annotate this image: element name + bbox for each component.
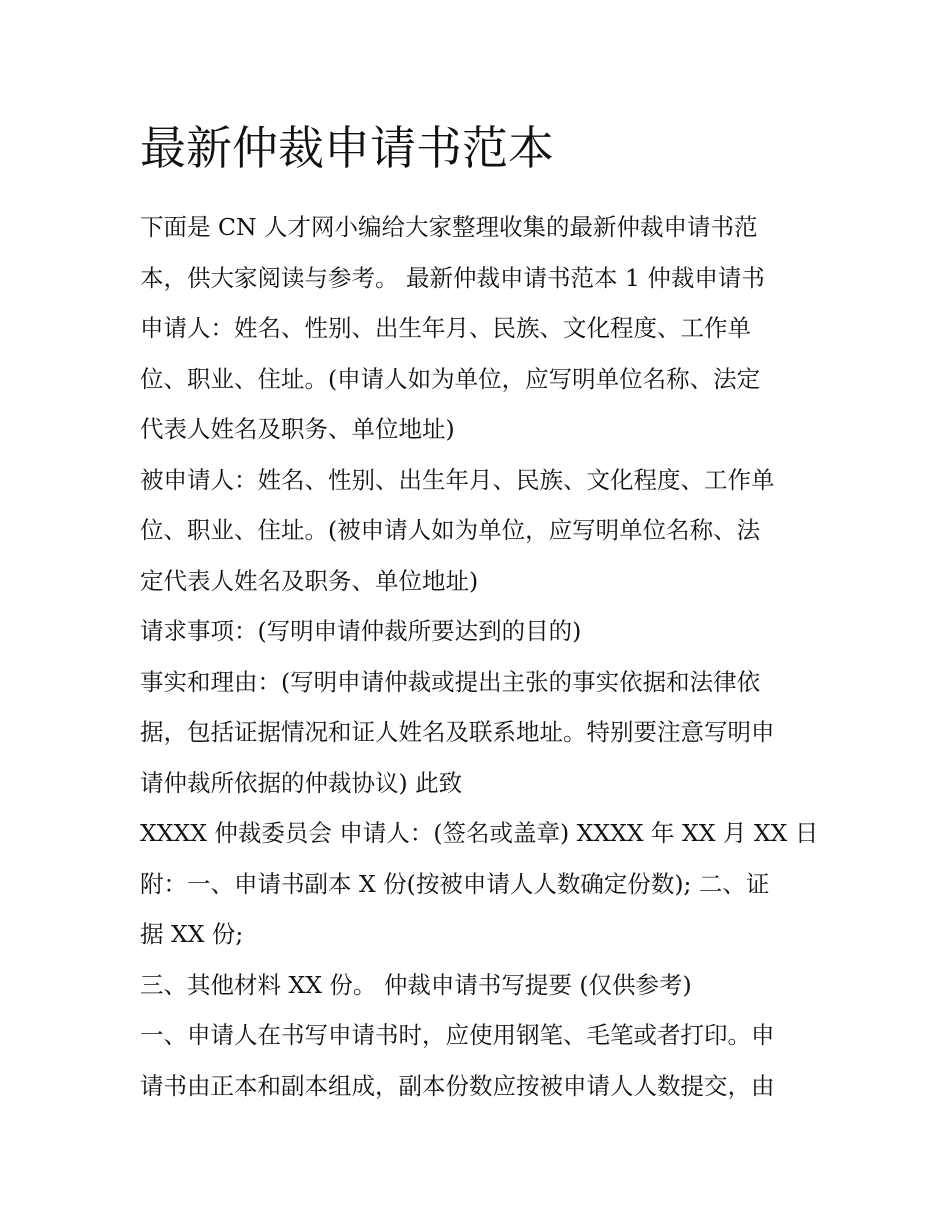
text-line: 申请人：姓名、性别、出生年月、民族、文化程度、工作单	[140, 314, 751, 342]
text-line: 事实和理由：(写明申请仲裁或提出主张的事实依据和法律依	[140, 667, 761, 696]
text-line: 附：一、申请书副本 X 份(按被申请人人数确定份数); 二、证	[140, 869, 770, 898]
text-line: 被申请人：姓名、性别、出生年月、民族、文化程度、工作单	[140, 465, 775, 494]
text-line: 代表人姓名及职务、单位地址)	[140, 415, 455, 443]
text-line: XXXX 仲裁委员会 申请人：(签名或盖章) XXXX 年 XX 月 XX 日	[140, 819, 819, 847]
text-line: 下面是 CN 人才网小编给大家整理收集的最新仲裁申请书范	[140, 213, 758, 241]
text-line: 请求事项：(写明申请仲裁所要达到的目的)	[140, 617, 582, 645]
text-line: 据，包括证据情况和证人姓名及联系地址。特别要注意写明申	[140, 718, 775, 746]
text-line: 定代表人姓名及职务、单位地址)	[140, 566, 479, 595]
text-line: 本，供大家阅读与参考。 最新仲裁申请书范本 1 仲裁申请书	[140, 263, 765, 292]
text-line: 位、职业、住址。(被申请人如为单位，应写明单位名称、法	[140, 516, 761, 544]
text-line: 据 XX 份;	[140, 920, 244, 948]
text-line: 一、申请人在书写申请书时，应使用钢笔、毛笔或者打印。申	[140, 1021, 775, 1049]
text-line: 请书由正本和副本组成，副本份数应按被申请人人数提交，由	[140, 1071, 775, 1100]
text-line: 请仲裁所依据的仲裁协议) 此致	[140, 768, 463, 797]
document-text	[140, 202, 819, 1111]
document-body	[140, 118, 819, 1111]
text-line: 三、其他材料 XX 份。 仲裁申请书写提要 (仅供参考)	[140, 970, 692, 999]
document-title: 最新仲裁申请书范本	[140, 121, 554, 175]
text-line: 位、职业、住址。(申请人如为单位，应写明单位名称、法定	[140, 364, 761, 393]
